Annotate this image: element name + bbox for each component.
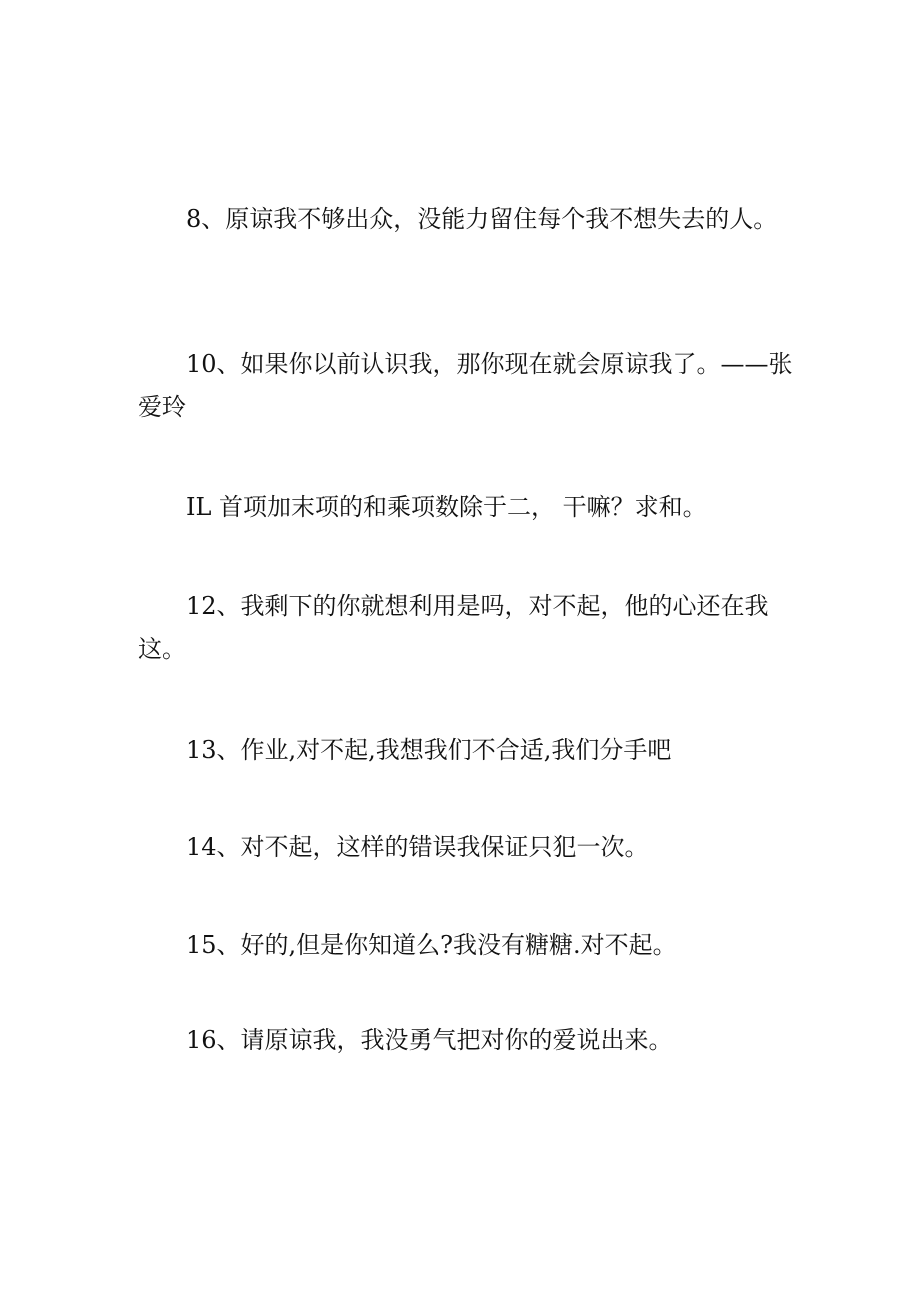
paragraph-8: 8、原谅我不够出众，没能力留住每个我不想失去的人。 — [186, 205, 778, 233]
paragraph-16: 16、请原谅我，我没勇气把对你的爱说出来。 — [186, 1026, 673, 1054]
paragraph-13: 13、作业,对不起,我想我们不合适,我们分手吧 — [186, 736, 672, 764]
paragraph-11: IL 首项加末项的和乘项数除于二， 干嘛？求和。 — [186, 493, 707, 521]
paragraph-15: 15、好的,但是你知道么?我没有糖糖.对不起。 — [186, 931, 677, 959]
paragraph-12: 12、我剩下的你就想利用是吗，对不起，他的心还在我这。 — [138, 592, 769, 663]
paragraph-14: 14、对不起，这样的错误我保证只犯一次。 — [186, 833, 649, 861]
paragraph-10: 10、如果你以前认识我，那你现在就会原谅我了。——张爱玲 — [138, 350, 793, 421]
